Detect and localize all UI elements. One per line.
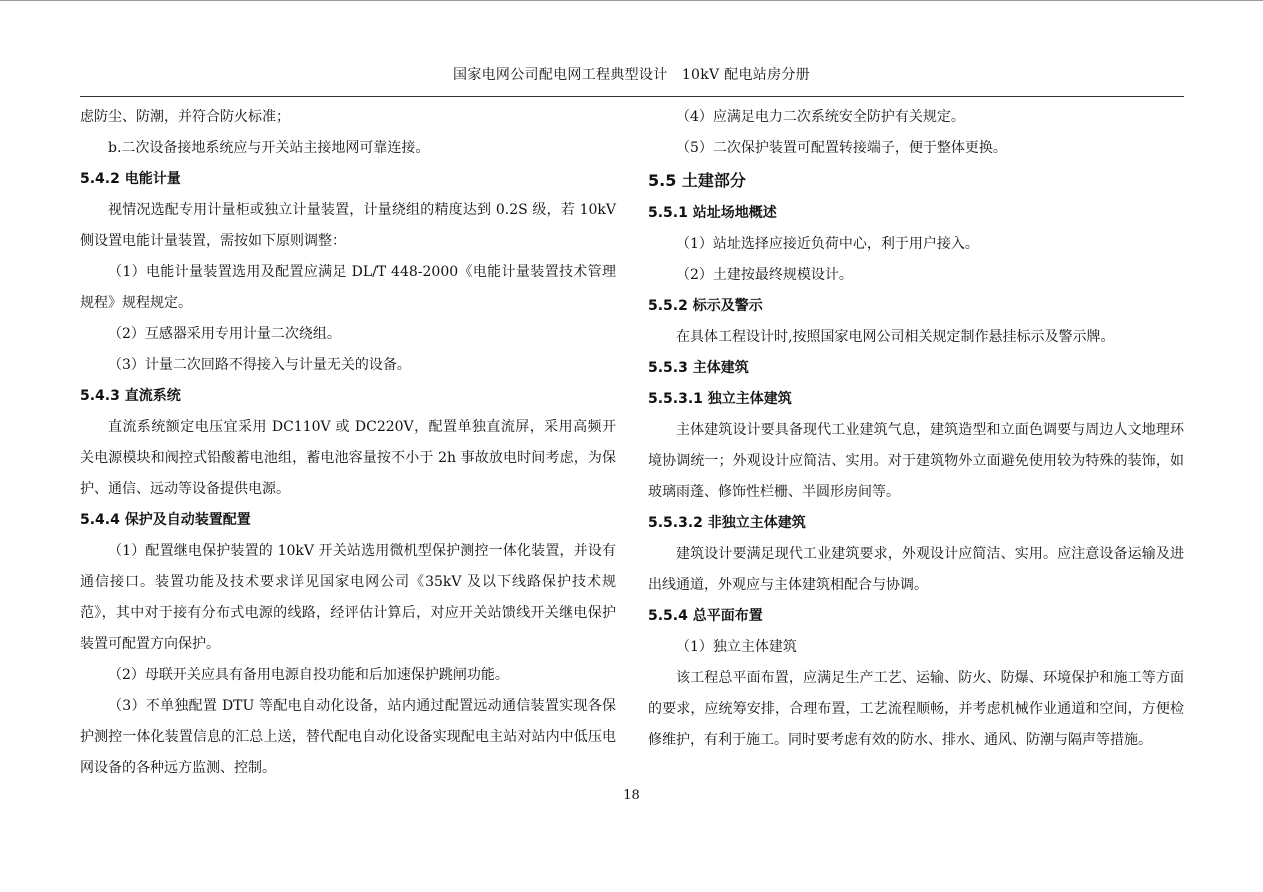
paragraph: （2）互感器采用专用计量二次绕组。 [108, 326, 341, 342]
top-border [0, 0, 1263, 1]
paragraph: （2）土建按最终规模设计。 [676, 267, 853, 283]
paragraph: （1）配置继电保护装置的 10kV 开关站选用微机型保护测控一体化装置，并设有通信接口。装置功能及技术要求详见国家电网公司《35kV 及以下线路保护技术规范》，其中对于接有分布式电源的线路，经评估计算后，对应开关站馈线开关继电保护装置可配置方向保护。 [80, 543, 616, 652]
paragraph: （3）不单独配置 DTU 等配电自动化设备，站内通过配置远动通信装置实现各保护测控一体化装置信息的汇总上送，替代配电自动化设备实现配电主站对站内中低压电网设备的各种远方监测、控制。 [80, 698, 616, 776]
left-column [80, 102, 616, 784]
subsection-heading: 5.5.3.2 非独立主体建筑 [648, 515, 806, 531]
paragraph: （1）站址选择应接近负荷中心，利于用户接入。 [676, 236, 979, 252]
paragraph: 虑防尘、防潮，并符合防火标准； [80, 109, 290, 125]
paragraph: 建筑设计要满足现代工业建筑要求，外观设计应简洁、实用。应注意设备运输及进出线通道，外观应与主体建筑相配合与协调。 [648, 546, 1184, 593]
paragraph: （5）二次保护装置可配置转接端子，便于整体更换。 [676, 140, 1007, 156]
subsection-heading: 5.5.2 标示及警示 [648, 298, 763, 314]
header-divider [80, 96, 1184, 97]
paragraph: （4）应满足电力二次系统安全防护有关规定。 [676, 109, 965, 125]
paragraph: b.二次设备接地系统应与开关站主接地网可靠连接。 [108, 140, 430, 156]
paragraph: 主体建筑设计要具备现代工业建筑气息，建筑造型和立面色调要与周边人文地理环境协调统一；外观设计应简洁、实用。对于建筑物外立面避免使用较为特殊的装饰，如玻璃雨蓬、修饰性栏栅、半圆形房间等。 [648, 422, 1184, 500]
paragraph: （1）独立主体建筑 [676, 639, 797, 655]
subsection-heading: 5.5.4 总平面布置 [648, 608, 763, 624]
page-header: 国家电网公司配电网工程典型设计 10kV 配电站房分册 [453, 67, 810, 83]
page-number: 18 [623, 788, 640, 803]
subsection-heading: 5.5.1 站址场地概述 [648, 205, 777, 221]
paragraph: （3）计量二次回路不得接入与计量无关的设备。 [108, 357, 411, 373]
paragraph: （2）母联开关应具有备用电源自投功能和后加速保护跳闸功能。 [108, 667, 509, 683]
paragraph: 视情况选配专用计量柜或独立计量装置，计量绕组的精度达到 0.2S 级，若 10kV 侧设置电能计量装置，需按如下原则调整： [80, 202, 616, 249]
section-heading: 5.5 土建部分 [648, 171, 746, 190]
subsection-heading: 5.5.3 主体建筑 [648, 360, 749, 376]
right-column [648, 102, 1184, 756]
subsection-heading: 5.4.3 直流系统 [80, 388, 181, 404]
subsection-heading: 5.4.4 保护及自动装置配置 [80, 512, 251, 528]
subsection-heading: 5.5.3.1 独立主体建筑 [648, 391, 792, 407]
paragraph: 该工程总平面布置，应满足生产工艺、运输、防火、防爆、环境保护和施工等方面的要求，应统筹安排，合理布置，工艺流程顺畅，并考虑机械作业通道和空间，方便检修维护，有利于施工。同时要考虑有效的防水、排水、通风、防潮与隔声等措施。 [648, 670, 1184, 748]
paragraph: （1）电能计量装置选用及配置应满足 DL/T 448-2000《电能计量装置技术管理规程》规程规定。 [80, 264, 616, 311]
paragraph: 在具体工程设计时,按照国家电网公司相关规定制作悬挂标示及警示牌。 [676, 329, 1115, 345]
subsection-heading: 5.4.2 电能计量 [80, 171, 181, 187]
paragraph: 直流系统额定电压宜采用 DC110V 或 DC220V，配置单独直流屏，采用高频开关电源模块和阀控式铅酸蓄电池组，蓄电池容量按不小于 2h 事故放电时间考虑，为保护、通信、远动等设备提供电源。 [80, 419, 616, 497]
